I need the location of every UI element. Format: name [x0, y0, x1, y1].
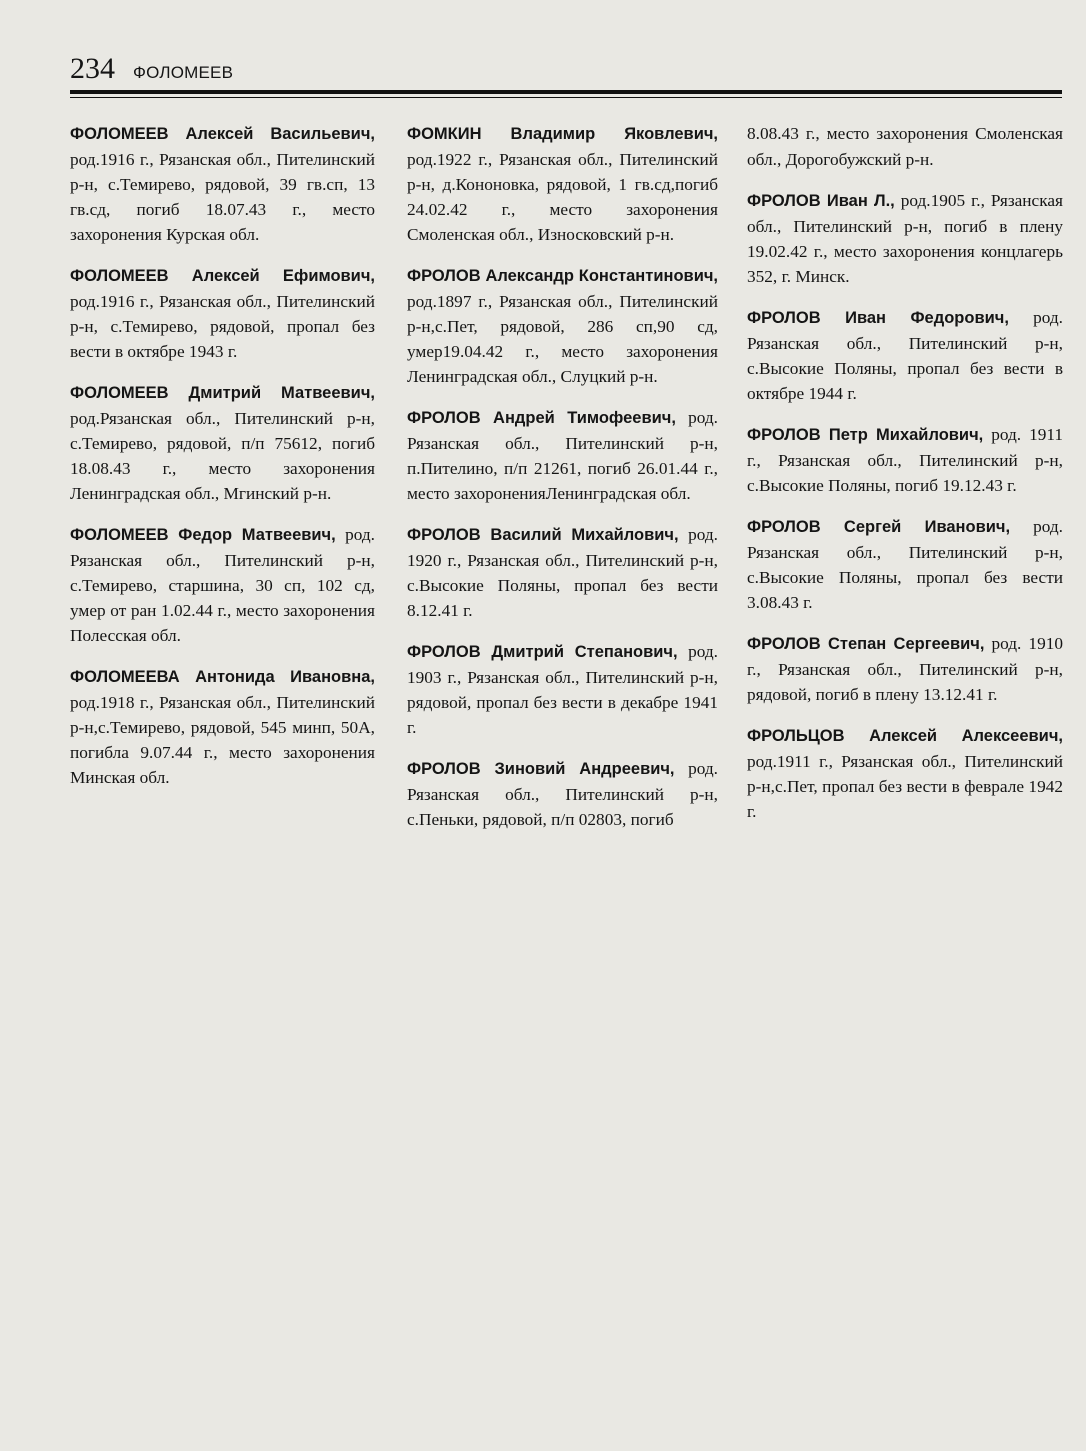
- entry-details: род.1905 г., Рязанская обл., Пителинский р-н, погиб в плену 19.02.42 г., место захоронения концлагерь 352, г. Минск.: [747, 191, 1063, 286]
- entry-name: ФРОЛОВ Василий Михайлович,: [407, 526, 679, 544]
- entry-details: род. 1903 г., Рязанская обл., Пителинский р-н, рядовой, пропал без вести в декабре 1941 г.: [407, 642, 719, 737]
- entry-details: род.1897 г., Рязанская обл., Пителинский р-н,с.Пет, рядовой, 286 сп,90 сд, умер19.04.42 г., место захоронения Ленинградская обл., Слуцкий р-н.: [407, 292, 718, 386]
- entry: [747, 305, 1063, 406]
- entry-details: 8.08.43 г., место захоронения Смоленская обл., Дорогобужский р-н.: [747, 124, 1063, 169]
- entry: [747, 188, 1063, 289]
- column-3: [747, 121, 1063, 840]
- entry-name: ФРОЛОВ Александр Константинович,: [407, 267, 718, 285]
- column-2: [407, 121, 718, 848]
- entry-details: род.Рязанская обл., Пителинский р-н, с.Темирево, рядовой, п/п 75612, погиб 18.08.43 г., место захоронения Ленинградская обл., Мгинский р-н.: [70, 409, 375, 503]
- entry: [407, 263, 718, 389]
- entry: [747, 422, 1063, 498]
- entry: [407, 522, 718, 623]
- entry-name: ФРОЛОВ Иван Л.,: [747, 192, 895, 210]
- entry-name: ФОЛОМЕЕВА Антонида Ивановна,: [70, 668, 375, 686]
- entry: [407, 405, 718, 506]
- entry: [747, 514, 1063, 615]
- entry-details: род. Рязанская обл., Пителинский р-н, с.Пеньки, рядовой, п/п 02803, погиб: [407, 759, 718, 829]
- entry-details: род. Рязанская обл., Пителинский р-н, с.Темирево, старшина, 30 сп, 102 сд, умер от ран 1.02.44 г., место захоронения Полесская обл.: [70, 525, 375, 645]
- entry: [70, 664, 375, 790]
- entry-details: род.1918 г., Рязанская обл., Пителинский р-н,с.Темирево, рядовой, 545 минп, 50А, погибла 9.07.44 г., место захоронения Минская обл.: [70, 693, 375, 787]
- entry-name: ФОЛОМЕЕВ Алексей Ефимович,: [70, 267, 375, 285]
- entry-name: ФРОЛОВ Сергей Иванович,: [747, 518, 1011, 536]
- entry-details: род. 1911 г., Рязанская обл., Пителинский р-н, с.Высокие Поляны, погиб 19.12.43 г.: [747, 425, 1063, 495]
- entry: [407, 121, 718, 247]
- page-number: 234: [70, 52, 115, 85]
- entry: [747, 723, 1063, 824]
- entry-name: ФРОЛОВ Иван Федорович,: [747, 309, 1009, 327]
- header-rule-thin: [70, 97, 1062, 98]
- entry: [747, 121, 1063, 172]
- entry: [407, 639, 718, 740]
- entry-details: род. 1910 г., Рязанская обл., Пителинский р-н, рядовой, погиб в плену 13.12.41 г.: [747, 634, 1063, 704]
- entry-details: род.1916 г., Рязанская обл., Пителинский р-н, с.Темирево, рядовой, пропал без вести в октябре 1943 г.: [70, 292, 375, 361]
- entry-details: род.1911 г., Рязанская обл., Пителинский р-н,с.Пет, пропал без вести в феврале 1942 г.: [747, 752, 1063, 821]
- entry-name: ФОМКИН Владимир Яковлевич,: [407, 125, 718, 143]
- entry-name: ФРОЛОВ Дмитрий Степанович,: [407, 643, 678, 661]
- entry-details: род. Рязанская обл., Пителинский р-н, с.Высокие Поляны, пропал без вести 3.08.43 г.: [747, 517, 1063, 612]
- running-head: ФОЛОМЕЕВ: [133, 63, 234, 82]
- entry: [70, 522, 375, 648]
- entry-details: род. Рязанская обл., Пителинский р-н, с.Высокие Поляны, пропал без вести в октябре 1944 г.: [747, 308, 1064, 403]
- column-1: [70, 121, 375, 806]
- entry: [747, 631, 1063, 707]
- page-header: [70, 52, 233, 86]
- entry: [70, 380, 375, 506]
- entry-name: ФРОЛОВ Степан Сергеевич,: [747, 635, 985, 653]
- entry-details: род.1916 г., Рязанская обл., Пителинский р-н, с.Темирево, рядовой, 39 гв.сп, 13 гв.сд, погиб 18.07.43 г., место захоронения Курская обл.: [70, 150, 375, 244]
- header-rule-thick: [70, 90, 1062, 94]
- entry: [70, 263, 375, 364]
- entry: [70, 121, 375, 247]
- entry-details: род. 1920 г., Рязанская обл., Пителинский р-н, с.Высокие Поляны, пропал без вести 8.12.41 г.: [407, 525, 719, 620]
- entry-name: ФРОЛЬЦОВ Алексей Алексеевич,: [747, 727, 1063, 745]
- entry-name: ФОЛОМЕЕВ Дмитрий Матвеевич,: [70, 384, 375, 402]
- entry-name: ФРОЛОВ Петр Михайлович,: [747, 426, 984, 444]
- entry: [407, 756, 718, 832]
- entry-name: ФОЛОМЕЕВ Алексей Васильевич,: [70, 125, 375, 143]
- entry-details: род.1922 г., Рязанская обл., Пителинский р-н, д.Кононовка, рядовой, 1 гв.сд,погиб 24.02.42 г., место захоронения Смоленская обл., Износковский р-н.: [407, 150, 718, 244]
- entry-name: ФОЛОМЕЕВ Федор Матвеевич,: [70, 526, 336, 544]
- entry-details: род. Рязанская обл., Пителинский р-н, п.Пителино, п/п 21261, погиб 26.01.44 г., место захороненияЛенинградская обл.: [407, 408, 719, 503]
- entry-name: ФРОЛОВ Зиновий Андреевич,: [407, 760, 675, 778]
- entry-name: ФРОЛОВ Андрей Тимофеевич,: [407, 409, 676, 427]
